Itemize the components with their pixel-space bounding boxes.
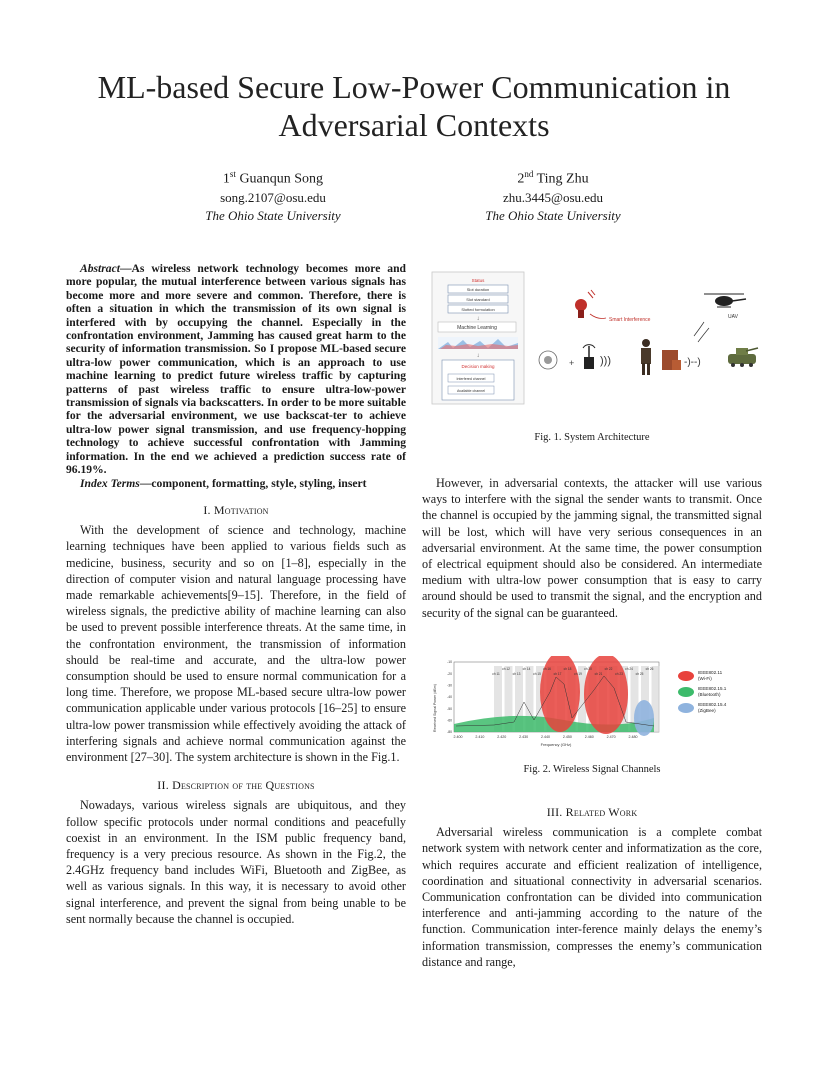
x-tick-label: 2.460 (584, 735, 594, 739)
down-arrow-icon: ↓ (476, 316, 480, 322)
channel-label: ch 18 (563, 667, 572, 671)
dashed-link-icon: -)--) (684, 357, 701, 368)
soldier-icon (641, 339, 651, 375)
signal-waves-icon: ))) (600, 355, 611, 367)
abstract-label: Abstract (80, 262, 120, 275)
channel-label: ch 21 (594, 672, 603, 676)
x-tick-label: 2.480 (628, 735, 638, 739)
author-affiliation: The Ohio State University (205, 207, 341, 223)
down-arrow-icon: ↓ (476, 353, 480, 359)
output-item: Available channel (456, 389, 486, 393)
legend-sublabel: (ZigBee) (698, 708, 716, 713)
y-tick-label: -50 (447, 706, 452, 711)
y-axis-label: Received Signal Power (dBm) (433, 684, 437, 732)
abstract-text: —As wireless network technology becomes more and more popular, the mutual interference between various signals has become more and more severe and common. Therefore, there is often a situation in which the transmission of its own signal is interfered with by occupying the channel. Especially in the confrontation environment, Jamming has caused great harm to the security of information transmission. So I propose ML-based secure ultra-low power communication, which is an approach to use machine learning to predict future wireless traffic by capturing patterns of past wireless traffic to ensure ultra-low-power transmission of signals via backscatters. In order to be more suitable for the adversarial environment, we use backscat-ter to achieve ultra-low power signal transmission, and use frequency-hopping technology to achieve successful confrontation with Jamming information. In the end we achieved a prediction success rate of 96.19%. (66, 262, 406, 477)
channel-label: ch 15 (533, 672, 541, 676)
author-name: Ting Zhu (536, 171, 589, 187)
channel-label: ch 17 (553, 672, 562, 676)
section-heading-related-work: III. Related Work (546, 805, 638, 819)
channel-label: ch 25 (635, 672, 644, 676)
author-ordinal-suffix: nd (524, 169, 534, 179)
system-architecture-diagram (428, 262, 763, 412)
x-tick-label: 2.400 (453, 735, 463, 739)
interference-arrow (590, 314, 606, 319)
legend-label: IEEE802.15.1 (698, 686, 727, 691)
right-column-top (422, 475, 762, 621)
y-tick-label: -10 (447, 660, 452, 665)
signal-arc (694, 322, 704, 336)
legend-swatch (678, 671, 694, 681)
y-tick-label: -60 (447, 718, 452, 723)
y-tick-label: -30 (447, 683, 452, 688)
adversarial-context-text: However, in adversarial contexts, the attacker will use various ways to interfere with the signal the sender wants to transmit. Once the channel is occupied by the jamming signal, the transmitted signal will be lost, which will have very serious consequences in an adversarial environment. At the same time, the power consumption of electrical equipment should also be considered. An intermediate medium with ultra-low power consumption that is easy to carry around should be used to transmit the signal, and the encryption and security of the signal can be guaranteed. (422, 476, 762, 620)
channel-label: ch 19 (574, 672, 582, 676)
figure-1-system-architecture (428, 262, 763, 412)
channel-label: ch 12 (502, 667, 510, 671)
legend-swatch (678, 703, 694, 713)
legend-sublabel: (Wi-Fi) (698, 676, 712, 681)
y-tick-label: -20 (447, 671, 452, 676)
x-tick-label: 2.420 (497, 735, 507, 739)
author-ordinal-suffix: st (229, 169, 236, 179)
status-item: Slot duration (466, 287, 490, 292)
legend-label: IEEE802.15.4 (698, 702, 727, 707)
legend-sublabel: (Bluetooth) (698, 692, 721, 697)
abstract (66, 262, 406, 477)
transmitter-icon (583, 345, 595, 369)
channel-label: ch 23 (615, 672, 623, 676)
channel-label: ch 16 (543, 667, 551, 671)
channel-label: ch 26 (645, 667, 654, 671)
author-1 (143, 165, 403, 225)
x-tick-label: 2.410 (475, 735, 485, 739)
channel-label: ch 11 (492, 672, 500, 676)
y-tick-label: -40 (447, 695, 452, 700)
uav-label: UAV (728, 314, 738, 320)
author-affiliation: The Ohio State University (485, 207, 621, 223)
channel-label: ch 22 (604, 667, 613, 671)
wireless-channel-chart (430, 656, 765, 751)
legend-label: IEEE802.11 (698, 670, 723, 675)
backscatter-tag-icon (539, 351, 557, 369)
questions-text: Nowadays, various wireless signals are ubiquitous, and they follow specific protocols under normal conditions and peacefully coexist in an environment. In the ISM public frequency band, frequency is a very precious resource. As shown in the Fig.2, the 2.4GHz frequency band includes WiFi, Bluetooth and ZigBee, as well as various signals. In this way, it is necessary to avoid other signal interference, and prevent the signal from being unable to be sent normally because the channel is occupied. (66, 798, 406, 926)
smart-interference-label: Smart Interference (609, 317, 651, 323)
author-email: song.2107@osu.edu (220, 189, 326, 205)
y-tick-label: -80 (447, 730, 452, 735)
author-2 (423, 165, 683, 225)
crate-icon (662, 350, 681, 370)
right-column-bottom (422, 790, 762, 970)
ml-label: Machine Learning (457, 325, 497, 331)
section-heading-questions: II. Description of the Questions (157, 778, 315, 793)
status-item: Slotted formulation (461, 307, 495, 312)
figure-2-caption: Fig. 2. Wireless Signal Channels (523, 764, 661, 775)
figure-1-caption: Fig. 1. System Architecture (534, 432, 650, 443)
x-tick-label: 2.450 (562, 735, 572, 739)
status-header: Status (471, 278, 485, 283)
smart-interference-icon (575, 290, 595, 318)
paper-title: ML-based Secure Low-Power Communication in Adversarial Contexts (97, 69, 731, 143)
plus-icon: + (569, 358, 575, 368)
author-email: zhu.3445@osu.edu (502, 189, 604, 205)
related-work-text: Adversarial wireless communication is a complete combat network system with network center and informatization as the core, which requires accurate and efficient realization of intelligence, coordination and situational connectivity in adversarial scenarios. Communication confrontation can be divided into communication interference and anti-jamming according to the nature of the function. Communication inter-ference mainly delays the enemy’s information transmission, compresses the enemy’s communication distance and range, (422, 825, 762, 969)
x-tick-label: 2.430 (519, 735, 529, 739)
signal-arc (698, 328, 709, 342)
author-ordinal: 1 (222, 171, 230, 187)
index-terms-text: —component, formatting, style, styling, insert (139, 476, 367, 490)
left-column (66, 262, 406, 927)
decision-label: Decision making (461, 364, 495, 369)
author-name: Guanqun Song (239, 171, 324, 187)
figure-2-wireless-channels (430, 656, 765, 751)
uav-helicopter-icon (704, 294, 746, 307)
index-terms (66, 477, 406, 490)
index-terms-label: Index Terms (80, 476, 140, 490)
channel-label: ch 24 (625, 667, 633, 671)
status-item: Slot standard (466, 297, 490, 302)
channel-label: ch 14 (522, 667, 531, 671)
tank-icon (728, 348, 758, 367)
author-ordinal: 2 (517, 171, 525, 187)
output-item: Interfered channel (456, 377, 486, 381)
x-tick-label: 2.440 (541, 735, 550, 739)
x-axis-label: Frequency (GHz) (540, 742, 572, 747)
channel-label: ch 13 (512, 672, 521, 676)
section-heading-motivation: I. Motivation (203, 502, 269, 517)
legend-swatch (678, 687, 694, 697)
motivation-text: With the development of science and technology, machine learning techniques have been applied to various fields such as medicine, business, security and so on [1–8], especially in the direction of computer vision and natural language processing have made remarkable achievements[9–15]. Therefore, in the field of wireless signals, the predictive ability of machine learning can also be used to prevent possible interference threats. At the same time, in the confrontation environment, the transmission of information should be real-time and accurate, and the ultra-low power consumption should be used to ensure normal communication for a long time. Therefore, we propose ML-based secure ultra-low power communication applicable under various protocols [16–25] to ensure ultra-low power transmission while effectively avoiding the attack of interfering signals and achieve normal communication against the environment [27–30]. The system architecture is shown in the Fig.1. (66, 523, 406, 764)
spectrum-thumbnail (438, 337, 518, 349)
x-tick-label: 2.470 (606, 735, 616, 739)
zigbee-area (634, 700, 654, 736)
channel-label: ch 20 (584, 667, 592, 671)
